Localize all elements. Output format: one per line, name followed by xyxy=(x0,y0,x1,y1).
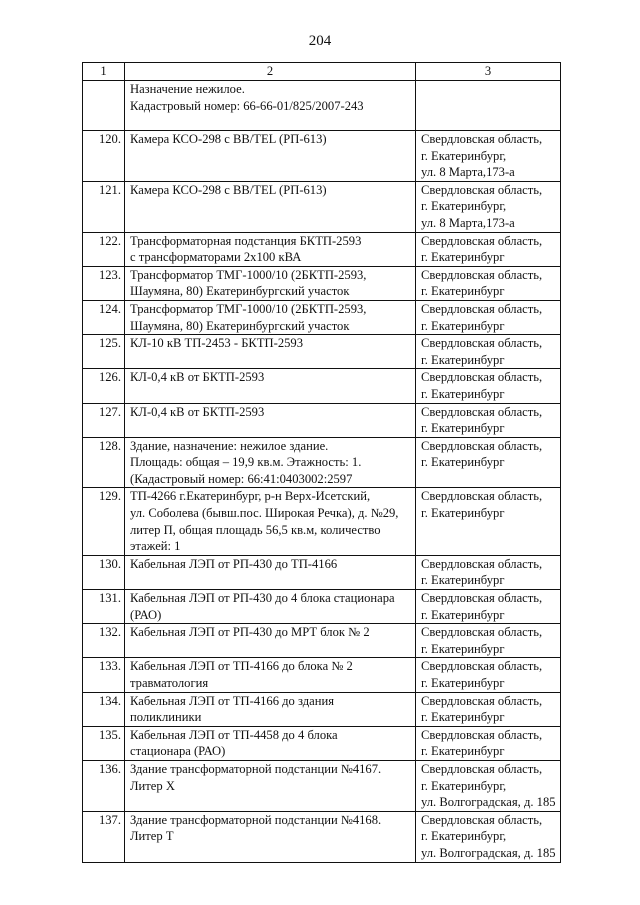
address-line: ул. Волгоградская, д. 185 xyxy=(421,795,556,810)
page-number: 204 xyxy=(308,33,332,49)
address-line: г. Екатеринбург xyxy=(421,641,505,656)
object-name-line: КЛ-0,4 кВ от БКТП-2593 xyxy=(130,370,265,385)
address-line: г. Екатеринбург xyxy=(421,421,505,436)
table-row xyxy=(83,624,561,658)
address-line: г. Екатеринбург xyxy=(421,386,505,401)
address-line: г. Екатеринбург xyxy=(421,676,505,690)
address-line: Свердловская область, xyxy=(421,182,543,197)
address-line: г. Екатеринбург xyxy=(421,710,505,725)
address-line: г. Екатеринбург xyxy=(421,506,505,521)
address-line: г. Екатеринбург, xyxy=(421,199,507,214)
address-line: Свердловская область, xyxy=(421,659,543,674)
address-cell xyxy=(416,300,561,334)
row-number: 124. xyxy=(83,300,125,334)
object-name-line: Кабельная ЛЭП от ТП-4458 до 4 блока xyxy=(130,727,338,742)
object-name-line: Трансформаторная подстанция БКТП-2593 xyxy=(130,233,362,248)
object-name-line: стационара (РАО) xyxy=(130,744,226,759)
address-line: Свердловская область, xyxy=(421,812,543,827)
object-name-line: Здание, назначение: нежилое здание. xyxy=(130,438,329,453)
address-line: г. Екатеринбург, xyxy=(421,829,507,844)
address-cell xyxy=(416,555,561,589)
row-number: 137. xyxy=(83,811,125,862)
address-line: ул. 8 Марта,173-а xyxy=(421,165,515,180)
header-col-2: 2 xyxy=(125,63,416,81)
object-name-cell xyxy=(125,488,416,555)
object-name-line: Шаумяна, 80) Екатеринбургский участок xyxy=(130,284,350,299)
table-row xyxy=(83,437,561,488)
object-name-line: Шаумяна, 80) Екатеринбургский участок xyxy=(130,318,350,333)
object-name-line: литер П, общая площадь 56,5 кв.м, количество xyxy=(130,522,381,537)
address-line: г. Екатеринбург xyxy=(421,352,505,367)
object-name-line: Назначение нежилое. xyxy=(130,82,245,96)
row-number: 122. xyxy=(83,232,125,266)
row-number: 129. xyxy=(83,488,125,555)
object-name-line: Кадастровый номер: 66-66-01/825/2007-243 xyxy=(130,98,364,113)
table-row xyxy=(83,760,561,811)
address-cell xyxy=(416,369,561,403)
address-line: г. Екатеринбург xyxy=(421,573,505,588)
address-line: Свердловская область, xyxy=(421,370,543,385)
address-line: Свердловская область, xyxy=(421,132,543,146)
address-line: Свердловская область, xyxy=(421,556,543,571)
object-name-cell xyxy=(125,437,416,488)
row-number: 131. xyxy=(83,590,125,624)
table-row xyxy=(83,81,561,131)
table-row xyxy=(83,403,561,437)
object-name-cell xyxy=(125,232,416,266)
object-name-line: Кабельная ЛЭП от ТП-4166 до блока № 2 xyxy=(130,659,353,674)
address-line: Свердловская область, xyxy=(421,761,543,776)
address-cell xyxy=(416,266,561,300)
object-name-line: Кабельная ЛЭП от ТП-4166 до здания xyxy=(130,693,335,708)
address-cell xyxy=(416,726,561,760)
table-row xyxy=(83,300,561,334)
object-name-line: этажей: 1 xyxy=(130,539,181,554)
table-row xyxy=(83,658,561,692)
address-cell xyxy=(416,692,561,726)
address-cell xyxy=(416,181,561,232)
row-number: 136. xyxy=(83,760,125,811)
object-name-line: поликлиники xyxy=(130,710,202,725)
object-name-cell xyxy=(125,624,416,658)
object-name-line: Трансформатор ТМГ-1000/10 (2БКТП-2593, xyxy=(130,301,367,316)
table-row xyxy=(83,811,561,862)
object-name-line: КЛ-10 кВ ТП-2453 - БКТП-2593 xyxy=(130,336,304,351)
address-cell xyxy=(416,131,561,182)
address-cell xyxy=(416,658,561,692)
object-name-cell xyxy=(125,590,416,624)
table-row xyxy=(83,266,561,300)
address-cell xyxy=(416,760,561,811)
address-line: г. Екатеринбург xyxy=(421,250,505,265)
address-line: Свердловская область, xyxy=(421,301,543,316)
object-name-line: ТП-4266 г.Екатеринбург, р-н Верх-Исетский, xyxy=(130,489,371,504)
table-row xyxy=(83,232,561,266)
address-line: Свердловская область, xyxy=(421,489,543,504)
object-name-line: (Кадастровый номер: 66:41:0403002:2597 xyxy=(130,471,353,486)
address-line: ул. 8 Марта,173-а xyxy=(421,215,515,230)
object-name-cell xyxy=(125,692,416,726)
table-row xyxy=(83,335,561,369)
address-cell xyxy=(416,811,561,862)
table-body xyxy=(83,81,561,863)
table-row xyxy=(83,590,561,624)
address-line: г. Екатеринбург xyxy=(421,455,505,470)
table-row xyxy=(83,555,561,589)
address-line: ул. Волгоградская, д. 185 xyxy=(421,845,556,860)
object-name-line: ул. Соболева (бывш.пос. Широкая Речка), д. №29, xyxy=(130,506,399,521)
object-name-cell xyxy=(125,760,416,811)
row-number: 125. xyxy=(83,335,125,369)
header-col-1: 1 xyxy=(83,63,125,81)
address-line: Свердловская область, xyxy=(421,591,543,606)
object-name-line: Камера КСО-298 с BB/TEL (РП-613) xyxy=(130,132,327,146)
table-row xyxy=(83,131,561,182)
object-name-line: (РАО) xyxy=(130,607,162,622)
address-cell xyxy=(416,437,561,488)
row-number: 130. xyxy=(83,555,125,589)
object-name-line: Кабельная ЛЭП от РП-430 до МРТ блок № 2 xyxy=(130,625,370,640)
object-name-cell xyxy=(125,555,416,589)
address-line: Свердловская область, xyxy=(421,336,543,351)
object-name-line: Кабельная ЛЭП от РП-430 до 4 блока стационара xyxy=(130,591,395,606)
row-number: 127. xyxy=(83,403,125,437)
address-line: г. Екатеринбург xyxy=(421,744,505,759)
object-name-line: Площадь: общая – 19,9 кв.м. Этажность: 1. xyxy=(130,455,362,470)
address-line: г. Екатеринбург xyxy=(421,318,505,333)
address-line: Свердловская область, xyxy=(421,233,543,248)
address-cell xyxy=(416,488,561,555)
row-number: 120. xyxy=(83,131,125,182)
row-number: 121. xyxy=(83,181,125,232)
object-name-cell xyxy=(125,369,416,403)
object-name-line: Литер Т xyxy=(130,829,174,844)
address-cell xyxy=(416,403,561,437)
address-line: Свердловская область, xyxy=(421,404,543,419)
object-name-line: Здание трансформаторной подстанции №4168. xyxy=(130,812,382,827)
property-table xyxy=(82,62,561,863)
row-number: 126. xyxy=(83,369,125,403)
object-name-cell xyxy=(125,403,416,437)
object-name-cell xyxy=(125,658,416,692)
object-name-cell xyxy=(125,81,416,131)
address-line: Свердловская область, xyxy=(421,267,543,282)
object-name-cell xyxy=(125,300,416,334)
object-name-cell xyxy=(125,131,416,182)
address-line: г. Екатеринбург, xyxy=(421,148,507,163)
row-number: 132. xyxy=(83,624,125,658)
address-cell xyxy=(416,81,561,131)
table-row xyxy=(83,369,561,403)
address-cell xyxy=(416,590,561,624)
object-name-line: травматология xyxy=(130,676,209,690)
table-header-row xyxy=(83,63,561,81)
address-line: Свердловская область, xyxy=(421,625,543,640)
object-name-cell xyxy=(125,811,416,862)
row-number: 135. xyxy=(83,726,125,760)
object-name-line: Камера КСО-298 с BB/TEL (РП-613) xyxy=(130,182,327,197)
table-row xyxy=(83,181,561,232)
object-name-line: с трансформаторами 2х100 кВА xyxy=(130,250,302,265)
object-name-line: Здание трансформаторной подстанции №4167. xyxy=(130,761,382,776)
address-line: г. Екатеринбург, xyxy=(421,778,507,793)
object-name-cell xyxy=(125,726,416,760)
table-row xyxy=(83,488,561,555)
table-row xyxy=(83,692,561,726)
row-number xyxy=(83,81,125,131)
object-name-cell xyxy=(125,266,416,300)
row-number: 134. xyxy=(83,692,125,726)
object-name-line: Литер Х xyxy=(130,778,175,793)
address-cell xyxy=(416,232,561,266)
object-name-line: КЛ-0,4 кВ от БКТП-2593 xyxy=(130,404,265,419)
object-name-cell xyxy=(125,335,416,369)
object-name-line: Кабельная ЛЭП от РП-430 до ТП-4166 xyxy=(130,556,338,571)
table-row xyxy=(83,726,561,760)
address-cell xyxy=(416,335,561,369)
header-col-3: 3 xyxy=(416,63,561,81)
address-line: Свердловская область, xyxy=(421,727,543,742)
address-line: Свердловская область, xyxy=(421,438,543,453)
address-cell xyxy=(416,624,561,658)
object-name-line: Трансформатор ТМГ-1000/10 (2БКТП-2593, xyxy=(130,267,367,282)
row-number: 123. xyxy=(83,266,125,300)
row-number: 128. xyxy=(83,437,125,488)
address-line: г. Екатеринбург xyxy=(421,284,505,299)
address-line: Свердловская область, xyxy=(421,693,543,708)
object-name-cell xyxy=(125,181,416,232)
row-number: 133. xyxy=(83,658,125,692)
address-line: г. Екатеринбург xyxy=(421,607,505,622)
